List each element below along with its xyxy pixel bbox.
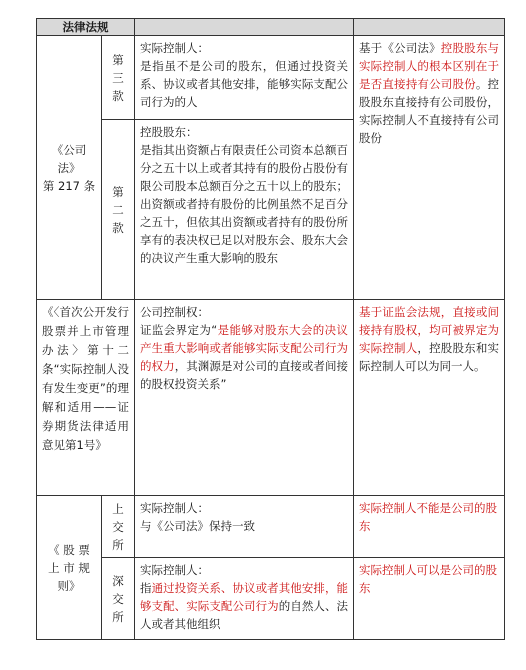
definition-body-highlight: 是能够对股东大会的决议产生重大影响或者能够实际支配公司行为的权力 (140, 323, 348, 373)
note-suffix: ，控股股东和实际控制人可以为同一人。 (359, 341, 500, 373)
law-name-listing-rules (37, 496, 102, 640)
table-row (37, 558, 505, 640)
law-name-line: 《 股 票 (48, 542, 90, 557)
note-suffix: 。控股股东直接持有公司股份，实际控制人不直接持有公司股份 (359, 77, 500, 145)
definition-body-suffix: ，其渊源是对公司的直接或者间接的股权投资关系” (140, 359, 349, 391)
header-note-cell (354, 19, 505, 36)
clause-char: 款 (112, 88, 124, 103)
definition-title: 控股股东： (140, 125, 198, 139)
definition-szse (135, 558, 354, 640)
table-row (37, 36, 505, 120)
header-definition-cell (135, 19, 354, 36)
note-highlight: 基于证监会法规，直接或间接持有股权，均可被界定为实际控制人 (359, 305, 499, 355)
definition-actual-controller (135, 36, 354, 120)
definition-body: 是指虽不是公司的股东，但通过投资关系、协议或者其他安排，能够实际支配公司行为的人 (140, 59, 348, 109)
note-sse: 实际控制人不能是公司的股东 (354, 496, 505, 558)
note-company-law (354, 36, 505, 300)
law-name-line: 则》 (57, 578, 81, 593)
note-highlight: 控股股东与实际控制人的根本区别在于是否直接持有公司股份 (359, 41, 500, 91)
exchange-char: 所 (112, 537, 124, 552)
law-name-line: 上 市 规 (48, 560, 90, 575)
exchange-char: 所 (112, 609, 124, 624)
exchange-char: 上 (112, 501, 124, 516)
table-header-row (37, 19, 505, 36)
definition-sse (135, 496, 354, 558)
definition-title: 公司控制权： (140, 305, 209, 319)
definition-body-suffix: 的自然人、法人或者其他组织 (140, 599, 349, 631)
note-szse: 实际控制人可以是公司的股东 (354, 558, 505, 640)
law-name-line: 《公司 (51, 142, 87, 157)
header-law-cell: 法律法规 (37, 19, 135, 36)
exchange-label-sse (102, 496, 135, 558)
definition-body-prefix: 指 (140, 581, 152, 595)
clause-char: 款 (112, 220, 124, 235)
exchange-char: 深 (112, 573, 124, 588)
exchange-char: 交 (112, 591, 124, 606)
clause-char: 二 (112, 202, 124, 217)
clause-char: 第 (112, 184, 124, 199)
definition-controlling-shareholder (135, 120, 354, 300)
exchange-char: 交 (112, 519, 124, 534)
clause-label-third (102, 36, 135, 120)
law-name-line: 第 217 条 (42, 178, 96, 193)
table-row (37, 496, 505, 558)
clause-label-second (102, 120, 135, 300)
law-comparison-table (36, 18, 505, 640)
definition-company-control (135, 300, 354, 496)
law-name-line: 法》 (57, 160, 81, 175)
clause-char: 第 (112, 52, 124, 67)
table-row (37, 300, 505, 496)
exchange-label-szse (102, 558, 135, 640)
definition-body: 与《公司法》保持一致 (140, 519, 255, 533)
note-prefix: 基于《公司法》 (359, 41, 441, 55)
definition-body: 是指其出资额占有限责任公司资本总额百分之五十以上或者其持有的股份占股份有限公司股本总额百分之五十以上的股东；出资额或者持有股份的比例虽然不足百分之五十，但依其出资额或者持有的股份所享有的表决权已足以对股东会、股东大会的决议产生重大影响的股东 (140, 143, 348, 265)
definition-title: 实际控制人： (140, 501, 209, 515)
definition-body-highlight: 通过投资关系、协议或者其他安排，能够支配、实际支配公司行为 (140, 581, 349, 613)
law-name-company-law (37, 36, 102, 300)
note-csrc (354, 300, 505, 496)
law-name-csrc-opinion: 《〈首次公开发行股票并上市管理办法〉第十二条“实际控制人没有发生变更”的理解和适用——证券期货法律适用意见第1号》 (37, 300, 135, 496)
clause-char: 三 (112, 70, 124, 85)
definition-body-prefix: 证监会界定为“ (140, 323, 218, 337)
definition-title: 实际控制人： (140, 41, 209, 55)
definition-title: 实际控制人： (140, 563, 209, 577)
